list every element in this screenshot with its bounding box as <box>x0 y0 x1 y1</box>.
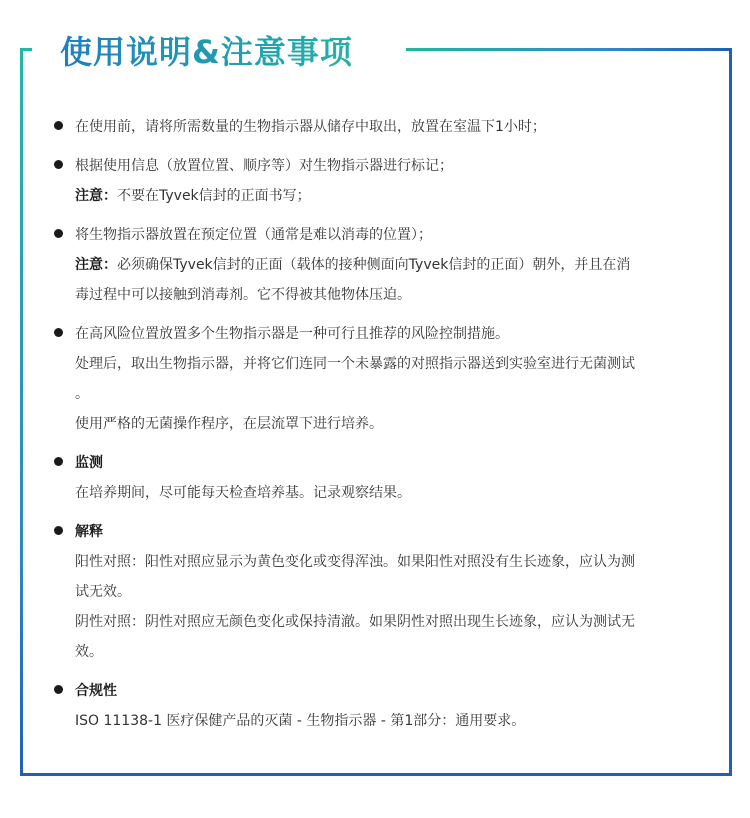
text-line <box>75 112 702 142</box>
bullet-icon <box>54 526 63 535</box>
bullet-icon <box>54 229 63 238</box>
instructions-list <box>52 112 702 745</box>
list-item <box>52 319 702 439</box>
line-text: 处理后，取出生物指示器，并将它们连同一个未暴露的对照指示器送到实验室进行无菌测试 <box>75 356 635 372</box>
text-line <box>75 250 702 280</box>
bullet-icon <box>54 121 63 130</box>
bullet-icon <box>54 328 63 337</box>
note-label: 注意： <box>75 257 117 273</box>
line-text: 在高风险位置放置多个生物指示器是一种可行且推荐的风险控制措施。 <box>75 326 509 342</box>
list-item <box>52 448 702 508</box>
text-line <box>75 478 702 508</box>
list-item <box>52 151 702 211</box>
text-line <box>75 181 702 211</box>
line-text: 根据使用信息（放置位置、顺序等）对生物指示器进行标记； <box>75 158 453 174</box>
frame-border-right <box>729 48 732 776</box>
frame-border-top-right <box>406 48 732 51</box>
section-heading: 解释 <box>75 524 103 540</box>
section-heading: 监测 <box>75 455 103 471</box>
line-text: 不要在Tyvek信封的正面书写； <box>117 188 311 204</box>
frame-border-bottom <box>20 773 732 776</box>
text-line <box>75 349 702 379</box>
text-line <box>75 448 702 478</box>
text-line <box>75 409 702 439</box>
text-line <box>75 379 702 409</box>
text-line <box>75 637 702 667</box>
bullet-icon <box>54 160 63 169</box>
frame-border-left <box>20 48 23 776</box>
text-line <box>75 706 702 736</box>
bullet-icon <box>54 457 63 466</box>
note-label: 注意： <box>75 188 117 204</box>
list-item <box>52 220 702 310</box>
line-text: 。 <box>75 386 89 402</box>
line-text: 在培养期间，尽可能每天检查培养基。记录观察结果。 <box>75 485 411 501</box>
text-line <box>75 607 702 637</box>
line-text: 使用严格的无菌操作程序，在层流罩下进行培养。 <box>75 416 383 432</box>
line-text: 阴性对照：阴性对照应无颜色变化或保持清澈。如果阴性对照出现生长迹象，应认为测试无 <box>75 614 635 630</box>
line-text: 必须确保Tyvek信封的正面（载体的接种侧面向Tyvek信封的正面）朝外，并且在消 <box>117 257 631 273</box>
text-line <box>75 676 702 706</box>
list-item <box>52 517 702 667</box>
page-title: 使用说明&注意事项 <box>60 30 353 74</box>
bullet-icon <box>54 685 63 694</box>
line-text: 效。 <box>75 644 103 660</box>
text-line <box>75 220 702 250</box>
text-line <box>75 577 702 607</box>
text-line <box>75 319 702 349</box>
text-line <box>75 151 702 181</box>
text-line <box>75 517 702 547</box>
text-line <box>75 547 702 577</box>
section-heading: 合规性 <box>75 683 117 699</box>
text-line <box>75 280 702 310</box>
frame-border-top-left <box>20 48 32 51</box>
line-text: 阳性对照：阳性对照应显示为黄色变化或变得浑浊。如果阳性对照没有生长迹象，应认为测 <box>75 554 635 570</box>
line-text: 试无效。 <box>75 584 131 600</box>
list-item <box>52 112 702 142</box>
line-text: 将生物指示器放置在预定位置（通常是难以消毒的位置）； <box>75 227 432 243</box>
list-item <box>52 676 702 736</box>
line-text: 在使用前，请将所需数量的生物指示器从储存中取出，放置在室温下1小时； <box>75 119 546 135</box>
line-text: 毒过程中可以接触到消毒剂。它不得被其他物体压迫。 <box>75 287 411 303</box>
line-text: ISO 11138-1 医疗保健产品的灭菌 - 生物指示器 - 第1部分：通用要求。 <box>75 713 526 729</box>
